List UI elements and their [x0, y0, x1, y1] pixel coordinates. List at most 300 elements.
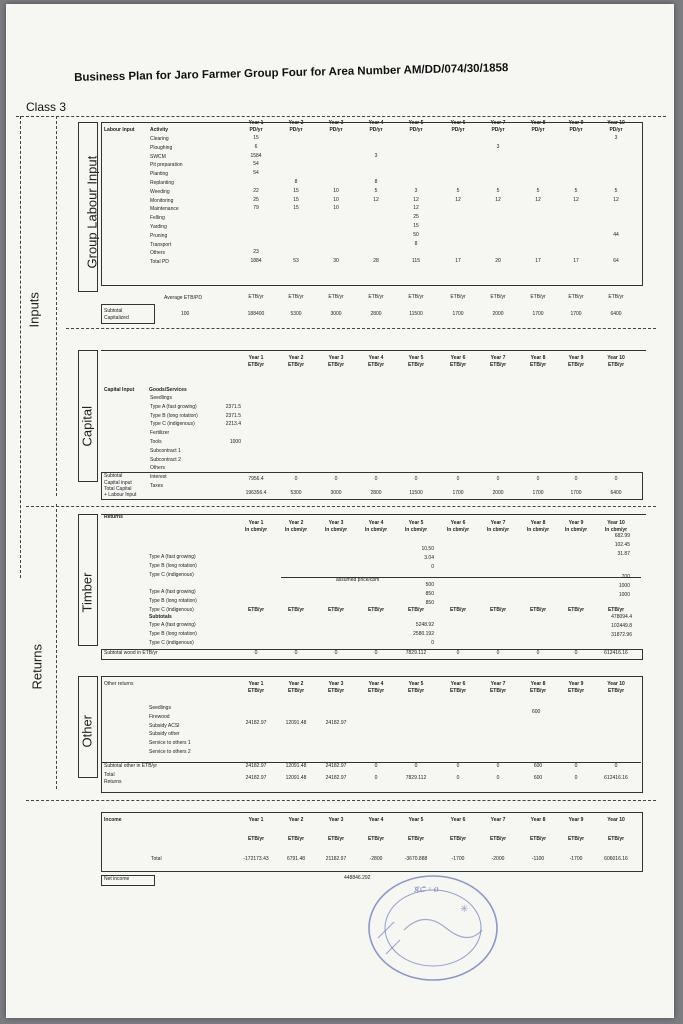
timber-subtotal-type: Type B (long rotation) [149, 630, 197, 637]
income-value: -1700 [569, 856, 583, 862]
income-year-head: Year 2 [288, 817, 304, 823]
income-value: -2800 [369, 856, 383, 862]
income-value: 21182.97 [325, 856, 347, 862]
subtotal-other-value: 0 [574, 763, 578, 769]
capital-heads-unit: ETB/yr [449, 362, 467, 368]
timber-subtotal-type: Type A (fast growing) [149, 622, 196, 628]
labour-cell: 3 [414, 187, 418, 194]
timber-y5-value: 2580.192 [413, 630, 434, 637]
labour-heads-unit: PD/yr [609, 127, 623, 133]
other-item: Seedlings [149, 705, 171, 711]
capital-heads-unit: ETB/yr [489, 362, 507, 368]
capital-item-value [211, 429, 241, 438]
timber-subtotal-type-list [149, 621, 197, 647]
timber-etb-unit: ETB/yr [567, 607, 585, 613]
income-unit: ETB/yr [407, 836, 425, 842]
subtotal-box [101, 304, 155, 324]
labour-subtotal-value: 1700 [452, 311, 464, 317]
labour-cell: 44 [613, 231, 619, 238]
subtotal-wood-value: 0 [334, 650, 338, 656]
labour-subtotal-value: 188400 [247, 311, 265, 317]
labour-cell: 5 [456, 187, 460, 194]
other-item: Subsidy ACSI [149, 722, 180, 729]
timber-unit-head: In cbm/yr [324, 527, 348, 533]
labour-etb-unit: ETB/yr [248, 294, 264, 300]
timber-y10-price: 1000 [618, 591, 630, 598]
capital-subsection-label: Capital [79, 406, 95, 447]
other-item-list [149, 704, 191, 757]
income-value: -1700 [451, 856, 465, 862]
labour-heads-year-head: Year 7 [490, 120, 506, 126]
income-unit: ETB/yr [367, 836, 385, 842]
timber-y10-value: 102449.8 [611, 622, 632, 629]
returns-label: Returns [29, 643, 45, 690]
subtotal-wood-value: 0 [456, 650, 460, 656]
other-year-head: Year 4 [368, 681, 384, 687]
labour-cell: 17 [535, 258, 541, 265]
capital-subtotal-value: 0 [374, 476, 378, 482]
labour-heads-unit: PD/yr [491, 127, 505, 133]
labour-heads-year-head: Year 10 [607, 120, 625, 126]
plus-labour-label: + Labour Input [104, 492, 137, 498]
timber-y5-volume: 0 [431, 563, 434, 570]
income-unit: ETB/yr [529, 836, 547, 842]
labour-cell: 5 [374, 187, 378, 194]
subtotal-wood-value: 0 [294, 650, 298, 656]
subtotal-wood-value: 0 [574, 650, 578, 656]
capital-item-value: 1000 [229, 438, 241, 445]
timber-y10-value: 478094.4 [611, 614, 632, 620]
capital-heads-year-head: Year 4 [368, 355, 384, 361]
total-returns-value: 600 [533, 775, 543, 781]
timber-type: Type A (fast growing) [149, 554, 196, 560]
total-returns-label2: Returns [104, 779, 122, 785]
income-label: Income [104, 817, 122, 823]
income-unit: ETB/yr [567, 836, 585, 842]
income-year-head: Year 4 [368, 817, 384, 823]
capital-total-value: 3000 [330, 490, 342, 496]
capital-total-value: 1700 [452, 490, 464, 496]
capital-heads-year-head: Year 8 [530, 355, 546, 361]
income-unit: ETB/yr [489, 836, 507, 842]
timber-year5-values [394, 621, 434, 647]
other-year-head: Year 6 [450, 681, 466, 687]
timber-etb-unit: ETB/yr [607, 607, 625, 613]
other-item: Service to others 2 [149, 748, 191, 755]
labour-cell: 8 [294, 179, 298, 185]
document-page [6, 4, 674, 1018]
timber-unit-head: In cbm/yr [526, 527, 550, 533]
capital-subtotal-value: 0 [414, 476, 418, 482]
labour-subtotal-value: 6400 [610, 311, 622, 317]
avg-etb-label: Average ETB/PD [164, 295, 202, 301]
income-year-head: Year 8 [530, 817, 546, 823]
capital-item: Others [150, 465, 166, 472]
capital-subtotal-value: 0 [456, 476, 460, 482]
svg-text:ጃሮ ፡ ዐ: ጃሮ ፡ ዐ [414, 885, 439, 895]
labour-etb-unit: ETB/yr [408, 294, 424, 300]
labour-cell: 15 [293, 196, 299, 203]
timber-y10-volume: 102.45 [614, 541, 630, 548]
other-unit: ETB/yr [287, 688, 305, 694]
labour-cell: 3 [496, 143, 500, 150]
income-year-head: Year 5 [408, 817, 424, 823]
timber-year-head: Year 5 [408, 520, 424, 526]
timber-year-head: Year 3 [328, 520, 344, 526]
capital-input-sub-label: Capital input [104, 480, 132, 486]
capital-item-value [211, 456, 241, 465]
income-value: -172173.43 [243, 856, 269, 862]
income-unit: ETB/yr [287, 836, 305, 842]
labour-cell: 17 [455, 258, 461, 265]
labour-heads-unit: PD/yr [289, 127, 303, 133]
document-title: Business Plan for Jaro Farmer Group Four for Area Number AM/DD/074/30/1858 [74, 62, 509, 84]
capital-subtotal-value: 0 [574, 476, 578, 482]
labour-cell: 10 [333, 196, 339, 203]
subtotal-wood-value: 0 [374, 650, 378, 656]
timber-type: Type A (fast growing) [149, 589, 196, 595]
capital-subtotal-value: 7956.4 [248, 476, 264, 482]
capital-total-value: 1700 [532, 490, 544, 496]
subtotal-other-value: 0 [374, 763, 378, 769]
capital-heads-year-head: Year 5 [408, 355, 424, 361]
capital-heads-unit: ETB/yr [607, 362, 625, 368]
capital-heads-year-head: Year 1 [248, 355, 264, 361]
labour-subtotal-value: 11500 [409, 311, 423, 317]
labour-cell: 8 [414, 240, 418, 247]
timber-y10-volume: 31.87 [617, 550, 630, 557]
capital-subtotal-label: Subtotal [104, 473, 123, 479]
labour-etb-unit: ETB/yr [328, 294, 344, 300]
activity-label: Weeding [150, 188, 170, 195]
subtotal-wood-value: 612416.16 [604, 650, 628, 656]
subtotal-other-value: 12091.48 [285, 763, 307, 769]
capital-item: Fertilizer [150, 430, 170, 437]
labour-subtotal-value: 1700 [570, 311, 582, 317]
labour-etb-unit: ETB/yr [368, 294, 384, 300]
other-unit: ETB/yr [327, 688, 345, 694]
labour-cell: 1584 [250, 152, 262, 159]
capital-heads-unit: ETB/yr [287, 362, 305, 368]
labour-subtotal-value: 2800 [370, 311, 382, 317]
labour-etb-unit: ETB/yr [608, 294, 624, 300]
activity-label: Maintenance [150, 206, 179, 213]
activity-label: Planting [150, 171, 169, 178]
timber-y5-volume: 3.04 [424, 554, 434, 561]
svg-text:✳: ✳ [460, 904, 469, 915]
timber-y10-price: 700 [621, 574, 630, 580]
goods-head: Goods/Services [149, 387, 187, 393]
income-value: -1100 [531, 856, 545, 862]
labour-cell: 64 [613, 258, 619, 265]
capital-subtotal-value: 0 [496, 476, 500, 482]
subtotal-other-value: 24182.97 [245, 763, 267, 769]
labour-cell: 3 [614, 135, 618, 141]
activity-label: Transport [150, 241, 172, 248]
activity-label: Replanting [150, 179, 174, 186]
timber-type: Type B (long rotation) [149, 562, 197, 569]
timber-etb-unit: ETB/yr [287, 607, 305, 613]
labour-cell: 79 [253, 205, 259, 212]
timber-unit-head: In cbm/yr [446, 527, 470, 533]
labour-heads-unit: PD/yr [531, 127, 545, 133]
other-unit: ETB/yr [567, 688, 585, 694]
timber-subtotal-type: Type C (indigenous) [149, 639, 194, 646]
frame-top [16, 116, 666, 117]
labour-cell: 25 [413, 214, 419, 221]
other-subsection-label: Other [79, 714, 95, 748]
income-unit: ETB/yr [607, 836, 625, 842]
capital-heads-year-head: Year 3 [328, 355, 344, 361]
labour-cell: 28 [373, 258, 379, 265]
total-capital-label: Total Capital [104, 486, 132, 492]
capital-heads-year-head: Year 6 [450, 355, 466, 361]
labour-cell: 3 [374, 152, 378, 159]
labour-cell: 22 [253, 187, 259, 194]
capital-total-value: 6400 [610, 490, 622, 496]
other-unit: ETB/yr [529, 688, 547, 694]
timber-y5-price: 850 [425, 590, 434, 597]
labour-cell: 115 [412, 258, 420, 265]
timber-y5-volume: 10.50 [421, 546, 434, 552]
labour-cell: 5 [536, 187, 540, 194]
price-rule [281, 577, 641, 578]
capital-total-value: 2800 [370, 490, 382, 496]
subtotal-other-value: 0 [456, 763, 460, 769]
timber-year-head: Year 2 [288, 520, 304, 526]
labour-cell: 12 [413, 205, 419, 212]
other-unit: ETB/yr [607, 688, 625, 694]
other-year-head: Year 5 [408, 681, 424, 687]
labour-subtotal-value: 5300 [290, 311, 302, 317]
class-label: Class 3 [26, 100, 67, 114]
other-year-head: Year 9 [568, 681, 584, 687]
labour-heads-unit: PD/yr [329, 127, 343, 133]
capital-item-value [211, 394, 241, 403]
income-value: -2000 [491, 856, 505, 862]
total-returns-label: Total [104, 772, 115, 778]
capital-item-value: 2371.5 [225, 403, 241, 410]
activity-label: Total PD [150, 259, 169, 266]
labour-end-rule [66, 328, 656, 329]
capital-item-value: 2371.5 [225, 412, 241, 419]
total-returns-value: 612416.16 [604, 775, 628, 781]
labour-etb-unit: ETB/yr [450, 294, 466, 300]
capital-item: Interest [150, 474, 167, 481]
firewood-value: 24182.97 [325, 720, 347, 726]
labour-subtotal-value: 3000 [330, 311, 342, 317]
capital-top-rule [101, 350, 646, 351]
net-income-value: 448846.292 [344, 875, 371, 881]
capital-heads-unit: ETB/yr [247, 362, 265, 368]
inputs-divider [56, 116, 57, 496]
labour-cell: 25 [253, 196, 259, 203]
labour-cell: 12 [613, 196, 619, 203]
timber-etb-unit: ETB/yr [529, 607, 547, 613]
income-year-head: Year 7 [490, 817, 506, 823]
timber-year-head: Year 10 [607, 520, 625, 526]
year8-seedlings-value: 600 [532, 709, 541, 715]
activity-label: Pit preparation [150, 162, 183, 169]
activity-label: Monitoring [150, 197, 174, 204]
labour-heads-unit: PD/yr [369, 127, 383, 133]
returns-end-rule [26, 800, 656, 801]
income-unit: ETB/yr [449, 836, 467, 842]
capital-heads-unit: ETB/yr [407, 362, 425, 368]
capital-item: Type B (long rotation) [150, 412, 198, 419]
subtotal-wood-value: 7829.112 [405, 650, 427, 656]
labour-cell: 10 [333, 187, 339, 194]
net-income-label: Net income [104, 876, 130, 882]
subtotal-other-value: 0 [414, 763, 418, 769]
timber-etb-unit: ETB/yr [367, 607, 385, 613]
labour-etb-unit: ETB/yr [288, 294, 304, 300]
labour-cell: 12 [535, 196, 541, 203]
frame-left [20, 116, 21, 578]
labour-cell: 50 [413, 231, 419, 238]
labour-cell: 12 [495, 196, 501, 203]
assumed-price-label: assumed price/cbm [336, 577, 380, 583]
timber-y10-volume: 682.99 [614, 533, 630, 539]
timber-unit-head: In cbm/yr [284, 527, 308, 533]
timber-type: Type C (indigenous) [149, 606, 194, 613]
timber-y5-value: 5248.92 [415, 622, 434, 628]
timber-price-type-list [149, 588, 197, 614]
other-item: Service to others 1 [149, 740, 191, 747]
activity-label: Felling [150, 215, 165, 222]
activity-label: Pruning [150, 232, 168, 239]
other-year-head: Year 1 [248, 681, 264, 687]
income-value: -3670.888 [404, 856, 428, 862]
activity-label: Clearing [150, 136, 169, 142]
activity-label: Ploughing [150, 144, 173, 151]
timber-y5-price: 500 [425, 582, 434, 588]
capital-heads-unit: ETB/yr [367, 362, 385, 368]
timber-year-head: Year 7 [490, 520, 506, 526]
timber-etb-unit: ETB/yr [247, 607, 265, 613]
capital-subtotal-value: 0 [294, 476, 298, 482]
labour-heads-year-head: Year 9 [568, 120, 584, 126]
labour-heads-year-head: Year 6 [450, 120, 466, 126]
subtotal-wood-value: 0 [496, 650, 500, 656]
capital-heads-year-head: Year 2 [288, 355, 304, 361]
income-year-head: Year 10 [607, 817, 625, 823]
subtotals-label: Subtotals [149, 614, 172, 620]
labour-input-label: Labour Input [104, 127, 135, 133]
returns-divider [56, 504, 57, 789]
total-returns-value: 0 [574, 775, 578, 781]
other-unit: ETB/yr [407, 688, 425, 694]
subtotal-label: Subtotal [104, 308, 123, 314]
income-unit: ETB/yr [327, 836, 345, 842]
labour-cell: 5 [574, 187, 578, 194]
capital-heads-year-head: Year 9 [568, 355, 584, 361]
activity-list [150, 135, 183, 267]
timber-year-head: Year 1 [248, 520, 264, 526]
timber-etb-unit: ETB/yr [489, 607, 507, 613]
timber-year-head: Year 8 [530, 520, 546, 526]
timber-type: Type C (indigenous) [149, 571, 194, 578]
labour-cell: 23 [253, 249, 259, 256]
other-returns-label: Other returns [104, 681, 134, 687]
income-year-head: Year 1 [248, 817, 264, 823]
total-returns-value: 24182.97 [325, 775, 347, 781]
labour-etb-unit: ETB/yr [530, 294, 546, 300]
labour-cell: 8 [374, 179, 378, 185]
labour-subtotal-value: 2000 [492, 311, 504, 317]
capital-heads-year-head: Year 10 [607, 355, 625, 361]
capital-total-value: 11500 [409, 490, 423, 496]
activity-head: Activity [150, 127, 169, 133]
labour-cell: 12 [455, 196, 461, 203]
subtotal-wood-value: 0 [254, 650, 258, 656]
labour-cell: 54 [253, 170, 259, 177]
subtotal-other-label: Subtotal other in ETB/yr [104, 763, 158, 769]
capital-item-value: 2213.4 [225, 421, 241, 428]
other-year-head: Year 7 [490, 681, 506, 687]
capital-input-label: Capital Input [104, 387, 135, 393]
capital-item: Taxes [150, 482, 164, 489]
labour-cell: 5 [496, 187, 500, 194]
capital-item: Tools [150, 438, 162, 445]
labour-etb-unit: ETB/yr [568, 294, 584, 300]
capital-total-value: 196356.4 [245, 490, 267, 496]
timber-y5-value: 0 [431, 639, 434, 646]
timber-etb-unit: ETB/yr [407, 607, 425, 613]
capital-item: Subcontract 2 [150, 456, 181, 463]
timber-unit-head: In cbm/yr [564, 527, 588, 533]
capital-item: Seedlings [150, 395, 172, 401]
capital-heads-unit: ETB/yr [529, 362, 547, 368]
capital-heads-year-head: Year 7 [490, 355, 506, 361]
labour-cell: 12 [373, 196, 379, 203]
timber-unit-head: In cbm/yr [486, 527, 510, 533]
timber-subsection-label: Timber [79, 572, 95, 613]
timber-etb-unit: ETB/yr [449, 607, 467, 613]
avg-etb-value: 100 [181, 311, 190, 317]
labour-cell: 10 [333, 205, 339, 212]
labour-heads-year-head: Year 2 [288, 120, 304, 126]
other-unit: ETB/yr [367, 688, 385, 694]
timber-y5-price: 850 [425, 599, 434, 606]
capital-subtotal-value: 0 [536, 476, 540, 482]
capital-total-value: 1700 [570, 490, 582, 496]
labour-cell: 12 [573, 196, 579, 203]
subtotal-other-value: 0 [496, 763, 500, 769]
total-returns-value: 0 [374, 775, 378, 781]
labour-heads-year-head: Year 5 [408, 120, 424, 126]
labour-cell: 53 [293, 258, 299, 265]
subtotal-wood-value: 0 [536, 650, 540, 656]
timber-year10-prices [602, 573, 630, 599]
income-year-head: Year 3 [328, 817, 344, 823]
labour-heads-year-head: Year 4 [368, 120, 384, 126]
labour-heads-unit: PD/yr [409, 127, 423, 133]
capital-subtotal-value: 0 [334, 476, 338, 482]
activity-label: Others [150, 250, 166, 257]
total-returns-value: 12091.48 [285, 775, 307, 781]
labour-cell: 54 [253, 161, 259, 168]
other-year-head: Year 10 [607, 681, 625, 687]
timber-unit-head: In cbm/yr [244, 527, 268, 533]
timber-year-head: Year 6 [450, 520, 466, 526]
income-year-head: Year 6 [450, 817, 466, 823]
timber-year10-values [590, 613, 632, 639]
activity-label: Yarding [150, 223, 167, 230]
timber-year-head: Year 4 [368, 520, 384, 526]
capital-item: Type C (indigenous) [150, 421, 195, 428]
income-total-label: Total [151, 856, 162, 862]
